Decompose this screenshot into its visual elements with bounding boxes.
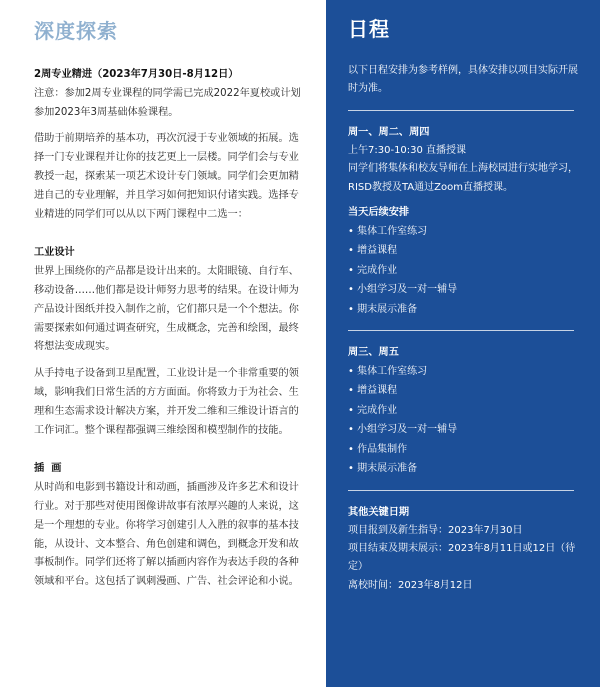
list-item: • 集体工作室练习 [348, 226, 428, 238]
divider [348, 490, 574, 491]
course-heading-industrial-design: 工业设计 [34, 247, 75, 259]
key-date-line: 项目结束及期末展示：2023年8月11日或12日（待定） [348, 542, 576, 573]
list-item: • 增益课程 [348, 245, 398, 257]
list-item: • 小组学习及一对一辅导 [348, 424, 458, 436]
list-item: • 小组学习及一对一辅导 [348, 284, 458, 296]
course-description: 从手持电子设备到卫星配置，工业设计是一个非常重要的领域，影响我们日常生活的方方面面。你将致力于为社会、生理和生态需求设计解决方案，并开发二维和三维设计语言的工作词汇。整个课程都强调三维绘图和模型制作的技能。 [34, 368, 299, 436]
schedule-intro: 以下日程安排为参考样例，具体安排以项目实际开展时为准。 [348, 65, 578, 95]
course-description: 从时尚和电影到书籍设计和动画，插画涉及许多艺术和设计行业。对于那些对使用图像讲故事有浓厚兴趣的人来说，这是一个理想的专业。你将学习创建引人入胜的叙事的基本技能，从设计、文本整合、角色创建和调色，到概念开发和故事板制作。同学们还将了解以插画内容作为表达手段的各种领域和平台。这包括了讽刺漫画、广告、社会评论和小说。 [34, 482, 299, 588]
schedule-day-heading: 周一、周二、周四 [348, 126, 430, 138]
course-description: 世界上围绕你的产品都是设计出来的。太阳眼镜、自行车、移动设备……他们都是设计师努力思考的结果。在设计师为产品设计图纸并投入制作之前，它们都只是一个个想法。你需要探索如何通过调查研究，生成概念，完善和绘图，最终将想法变成现实。 [34, 266, 299, 353]
list-item: • 完成作业 [348, 264, 398, 276]
section-title: 深度探索 [34, 19, 118, 43]
schedule-day-heading: 周三、周五 [348, 347, 399, 359]
program-intro: 借助于前期培养的基本功，再次沉浸于专业领域的拓展。选择一门专业课程并让你的技艺更上一层楼。同学们会与专业教授一起，探索某一项艺术设计专门领域。同学们会更加精进自己的专业理解，并且学习如何把知识付诸实践。选择专业精进的同学们可以从以下两门课程中二选一： [34, 133, 299, 220]
key-date-line: 离校时间：2023年8月12日 [348, 579, 473, 591]
program-note: 注意：参加2周专业课程的同学需已完成2022年夏校或计划参加2023年3周基础体验课程。 [34, 87, 301, 118]
list-item: • 期末展示准备 [348, 303, 418, 315]
list-item: • 期末展示准备 [348, 463, 418, 475]
program-heading: 2周专业精进（2023年7月30日-8月12日） [34, 69, 239, 80]
list-item: • 完成作业 [348, 404, 398, 416]
schedule-sub-heading: 当天后续安排 [348, 207, 410, 219]
divider [348, 330, 574, 331]
divider [348, 110, 574, 111]
course-heading-illustration: 插 画 [34, 463, 62, 475]
list-item: • 增益课程 [348, 385, 398, 397]
list-item: • 集体工作室练习 [348, 366, 428, 378]
key-dates-heading: 其他关键日期 [348, 506, 410, 518]
schedule-description: 同学们将集体和校友导师在上海校园进行实地学习，RISD教授及TA通过Zoom直播授课。 [348, 163, 578, 193]
schedule-title: 日程 [348, 17, 390, 41]
list-item: • 作品集制作 [348, 443, 408, 455]
schedule-panel [326, 0, 600, 687]
key-date-line: 项目报到及新生指导：2023年7月30日 [348, 524, 523, 536]
schedule-time: 上午7:30-10:30 直播授课 [348, 144, 467, 156]
